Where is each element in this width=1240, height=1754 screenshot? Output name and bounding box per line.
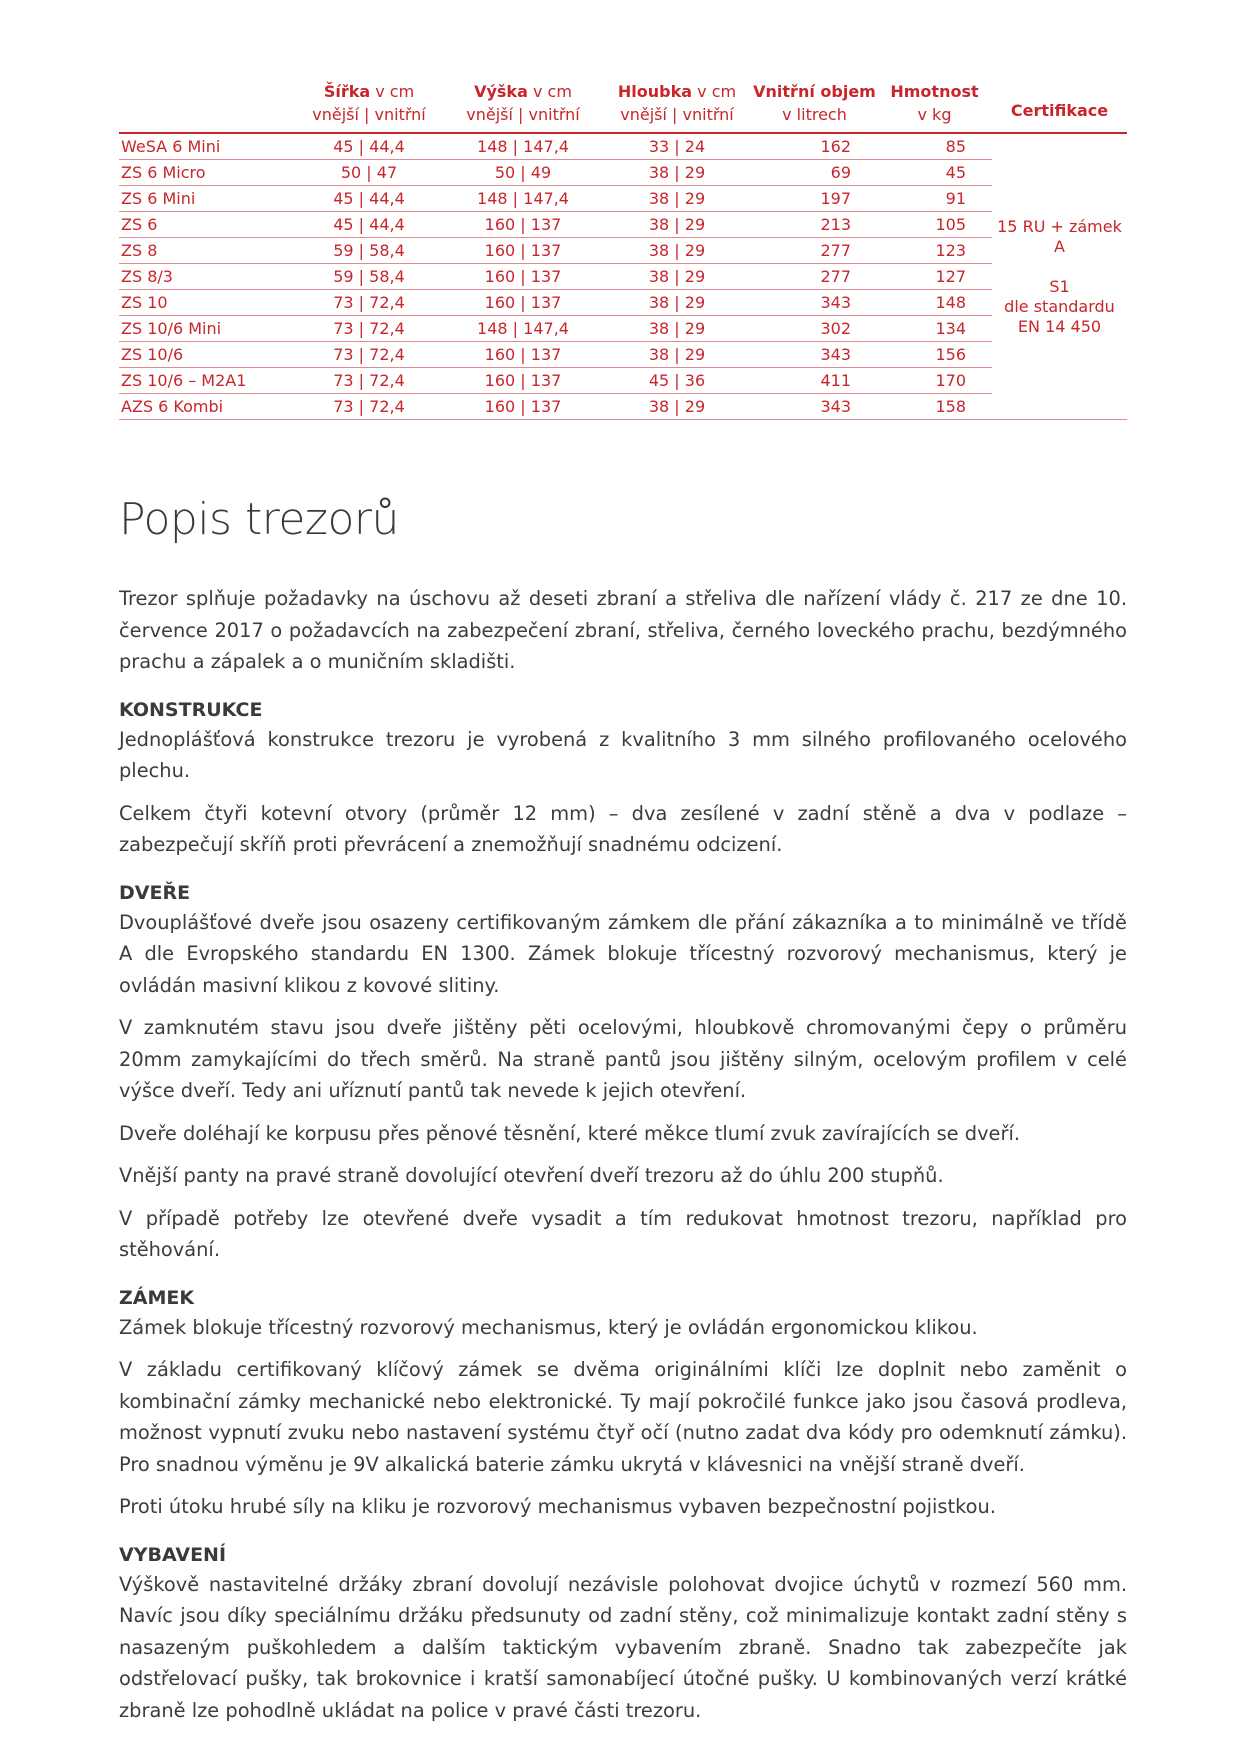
mass-cell: 158 xyxy=(877,394,992,420)
depth-cell: 38 | 29 xyxy=(602,290,752,316)
table-row xyxy=(119,186,1127,212)
volume-cell: 277 xyxy=(752,264,877,290)
mass-cell: 156 xyxy=(877,342,992,368)
certification-line1: 15 RU + zámek A xyxy=(997,216,1122,256)
table-row xyxy=(119,290,1127,316)
width-cell: 59 | 58,4 xyxy=(294,238,444,264)
header-volume: Vnitřní objem v litrech xyxy=(752,80,877,133)
depth-cell: 38 | 29 xyxy=(602,238,752,264)
page xyxy=(119,80,1127,1737)
page-title: Popis trezorů xyxy=(119,494,399,545)
height-cell: 160 | 137 xyxy=(444,238,602,264)
width-cell: 73 | 72,4 xyxy=(294,394,444,420)
height-cell: 160 | 137 xyxy=(444,212,602,238)
volume-cell: 277 xyxy=(752,238,877,264)
depth-cell: 38 | 29 xyxy=(602,264,752,290)
section-heading: DVEŘE xyxy=(119,881,191,904)
table-row xyxy=(119,342,1127,368)
section-heading: KONSTRUKCE xyxy=(119,698,263,721)
width-cell: 45 | 44,4 xyxy=(294,212,444,238)
model-name-cell: ZS 10 xyxy=(119,290,294,316)
table-row xyxy=(119,368,1127,394)
model-name-cell: ZS 10/6 – M2A1 xyxy=(119,368,294,394)
model-name-cell: ZS 10/6 xyxy=(119,342,294,368)
depth-cell: 38 | 29 xyxy=(602,394,752,420)
mass-cell: 85 xyxy=(877,133,992,160)
model-name-cell: ZS 8 xyxy=(119,238,294,264)
mass-cell: 105 xyxy=(877,212,992,238)
article-sections xyxy=(119,696,1127,1727)
mass-cell: 148 xyxy=(877,290,992,316)
volume-cell: 343 xyxy=(752,394,877,420)
volume-cell: 213 xyxy=(752,212,877,238)
section-paragraph: Jednoplášťová konstrukce trezoru je vyrobená z kvalitního 3 mm silného profilovaného ocelového plechu. xyxy=(119,727,1127,782)
height-cell: 160 | 137 xyxy=(444,290,602,316)
width-cell: 73 | 72,4 xyxy=(294,290,444,316)
header-width: Šířka v cm vnější | vnitřní xyxy=(294,80,444,133)
table-row xyxy=(119,264,1127,290)
section-paragraph: Celkem čtyři kotevní otvory (průměr 12 mm) – dva zesílené v zadní stěně a dva v podlaze – zabezpečují skříň proti převrácení a znemožňují snadnému odcizení. xyxy=(119,801,1127,856)
depth-cell: 45 | 36 xyxy=(602,368,752,394)
model-name-cell: ZS 10/6 Mini xyxy=(119,316,294,342)
header-height: Výška v cm vnější | vnitřní xyxy=(444,80,602,133)
mass-cell: 170 xyxy=(877,368,992,394)
section-paragraph: V základu certifikovaný klíčový zámek se dvěma originálními klíči lze doplnit nebo zaměnit o kombinační zámky mechanické nebo elektronické. Ty mají pokročilé funkce jako jsou časová prodleva, možnost vypnutí zvuku nebo nastavení systému čtyř očí (nutno zadat dva kódy pro odemknutí zámku). Pro snadnou výměnu je 9V alkalická baterie zámku ukrytá v klávesnici na vnější straně dveří. xyxy=(119,1358,1127,1476)
depth-cell: 38 | 29 xyxy=(602,342,752,368)
mass-cell: 45 xyxy=(877,160,992,186)
depth-cell: 38 | 29 xyxy=(602,212,752,238)
section-paragraph: Vnější panty na pravé straně dovolující otevření dveří trezoru až do úhlu 200 stupňů. xyxy=(119,1164,944,1187)
model-name-cell: ZS 8/3 xyxy=(119,264,294,290)
height-cell: 148 | 147,4 xyxy=(444,316,602,342)
certification-cell xyxy=(992,133,1127,420)
mass-cell: 123 xyxy=(877,238,992,264)
depth-cell: 38 | 29 xyxy=(602,160,752,186)
header-depth: Hloubka v cm vnější | vnitřní xyxy=(602,80,752,133)
table-row xyxy=(119,394,1127,420)
width-cell: 59 | 58,4 xyxy=(294,264,444,290)
section-paragraph: Dvouplášťové dveře jsou osazeny certifikovaným zámkem dle přání zákazníka a to minimálně ve třídě A dle Evropského standardu EN 1300. Zámek blokuje třícestný rozvorový mechanismus, který je ovládán masivní klikou z kovové slitiny. xyxy=(119,910,1127,997)
specification-table xyxy=(119,80,1127,420)
model-name-cell: AZS 6 Kombi xyxy=(119,394,294,420)
table-row xyxy=(119,316,1127,342)
mass-cell: 127 xyxy=(877,264,992,290)
mass-cell: 134 xyxy=(877,316,992,342)
section-heading: VYBAVENÍ xyxy=(119,1543,227,1566)
model-name-cell: WeSA 6 Mini xyxy=(119,133,294,160)
table-row xyxy=(119,160,1127,186)
intro-paragraph: Trezor splňuje požadavky na úschovu až deseti zbraní a střeliva dle nařízení vlády č. 217 ze dne 10. července 2017 o požadavcích na zabezpečení zbraní, střeliva, černého loveckého prachu, bezdýmného prachu a zápalek a o muničním skladišti. xyxy=(119,587,1127,673)
volume-cell: 69 xyxy=(752,160,877,186)
width-cell: 45 | 44,4 xyxy=(294,133,444,160)
height-cell: 160 | 137 xyxy=(444,264,602,290)
section-paragraph: V případě potřeby lze otevřené dveře vysadit a tím redukovat hmotnost trezoru, například pro stěhování. xyxy=(119,1206,1127,1261)
header-model xyxy=(119,80,294,133)
model-name-cell: ZS 6 xyxy=(119,212,294,238)
volume-cell: 343 xyxy=(752,290,877,316)
depth-cell: 38 | 29 xyxy=(602,316,752,342)
table-row xyxy=(119,238,1127,264)
height-cell: 148 | 147,4 xyxy=(444,133,602,160)
width-cell: 73 | 72,4 xyxy=(294,342,444,368)
width-cell: 73 | 72,4 xyxy=(294,316,444,342)
section-paragraph: Dveře doléhají ke korpusu přes pěnové těsnění, které měkce tlumí zvuk zavírajících se dveří. xyxy=(119,1121,1021,1145)
volume-cell: 162 xyxy=(752,133,877,160)
header-certification: Certifikace xyxy=(992,80,1127,133)
table-body xyxy=(119,133,1127,420)
height-cell: 160 | 137 xyxy=(444,368,602,394)
model-name-cell: ZS 6 Mini xyxy=(119,186,294,212)
depth-cell: 33 | 24 xyxy=(602,133,752,160)
header-mass: Hmotnost v kg xyxy=(877,80,992,133)
certification-line3: dle standardu xyxy=(1004,296,1115,316)
volume-cell: 411 xyxy=(752,368,877,394)
depth-cell: 38 | 29 xyxy=(602,186,752,212)
table-row xyxy=(119,133,1127,160)
height-cell: 50 | 49 xyxy=(444,160,602,186)
section-paragraph: Výškově nastavitelné držáky zbraní dovolují nezávisle polohovat dvojice úchytů v rozmezí 560 mm. Navíc jsou díky speciálnímu držáku předsunuty od zadní stěny, což minimalizuje kontakt zadní stěny s nasazeným puškohledem a dalším taktickým vybavením zbraně. Snadno tak zabezpečíte jak odstřelovací pušky, tak brokovnice i kratší samonabíjecí útočné pušky. U kombinovaných verzí krátké zbraně lze pohodlně ukládat na police v pravé části trezoru. xyxy=(119,1572,1127,1722)
section-paragraph: Proti útoku hrubé síly na kliku je rozvorový mechanismus vybaven bezpečnostní pojistkou. xyxy=(119,1495,996,1518)
certification-line2: S1 xyxy=(1049,276,1070,296)
height-cell: 160 | 137 xyxy=(444,394,602,420)
table-row xyxy=(119,212,1127,238)
mass-cell: 91 xyxy=(877,186,992,212)
width-cell: 50 | 47 xyxy=(294,160,444,186)
width-cell: 45 | 44,4 xyxy=(294,186,444,212)
section-paragraph: V zamknutém stavu jsou dveře jištěny pěti ocelovými, hloubkově chromovanými čepy o průměru 20mm zamykajícími do třech směrů. Na straně pantů jsou jištěny silným, ocelovým profilem v celé výšce dveří. Tedy ani uříznutí pantů tak nevede k jejich otevření. xyxy=(119,1016,1127,1102)
volume-cell: 302 xyxy=(752,316,877,342)
volume-cell: 343 xyxy=(752,342,877,368)
certification-line4: EN 14 450 xyxy=(1017,316,1102,336)
volume-cell: 197 xyxy=(752,186,877,212)
model-name-cell: ZS 6 Micro xyxy=(119,160,294,186)
table-header-row xyxy=(119,80,1127,133)
height-cell: 160 | 137 xyxy=(444,342,602,368)
height-cell: 148 | 147,4 xyxy=(444,186,602,212)
section-paragraph: Zámek blokuje třícestný rozvorový mechanismus, který je ovládán ergonomickou klikou. xyxy=(119,1315,978,1339)
width-cell: 73 | 72,4 xyxy=(294,368,444,394)
section-heading: ZÁMEK xyxy=(119,1286,195,1309)
